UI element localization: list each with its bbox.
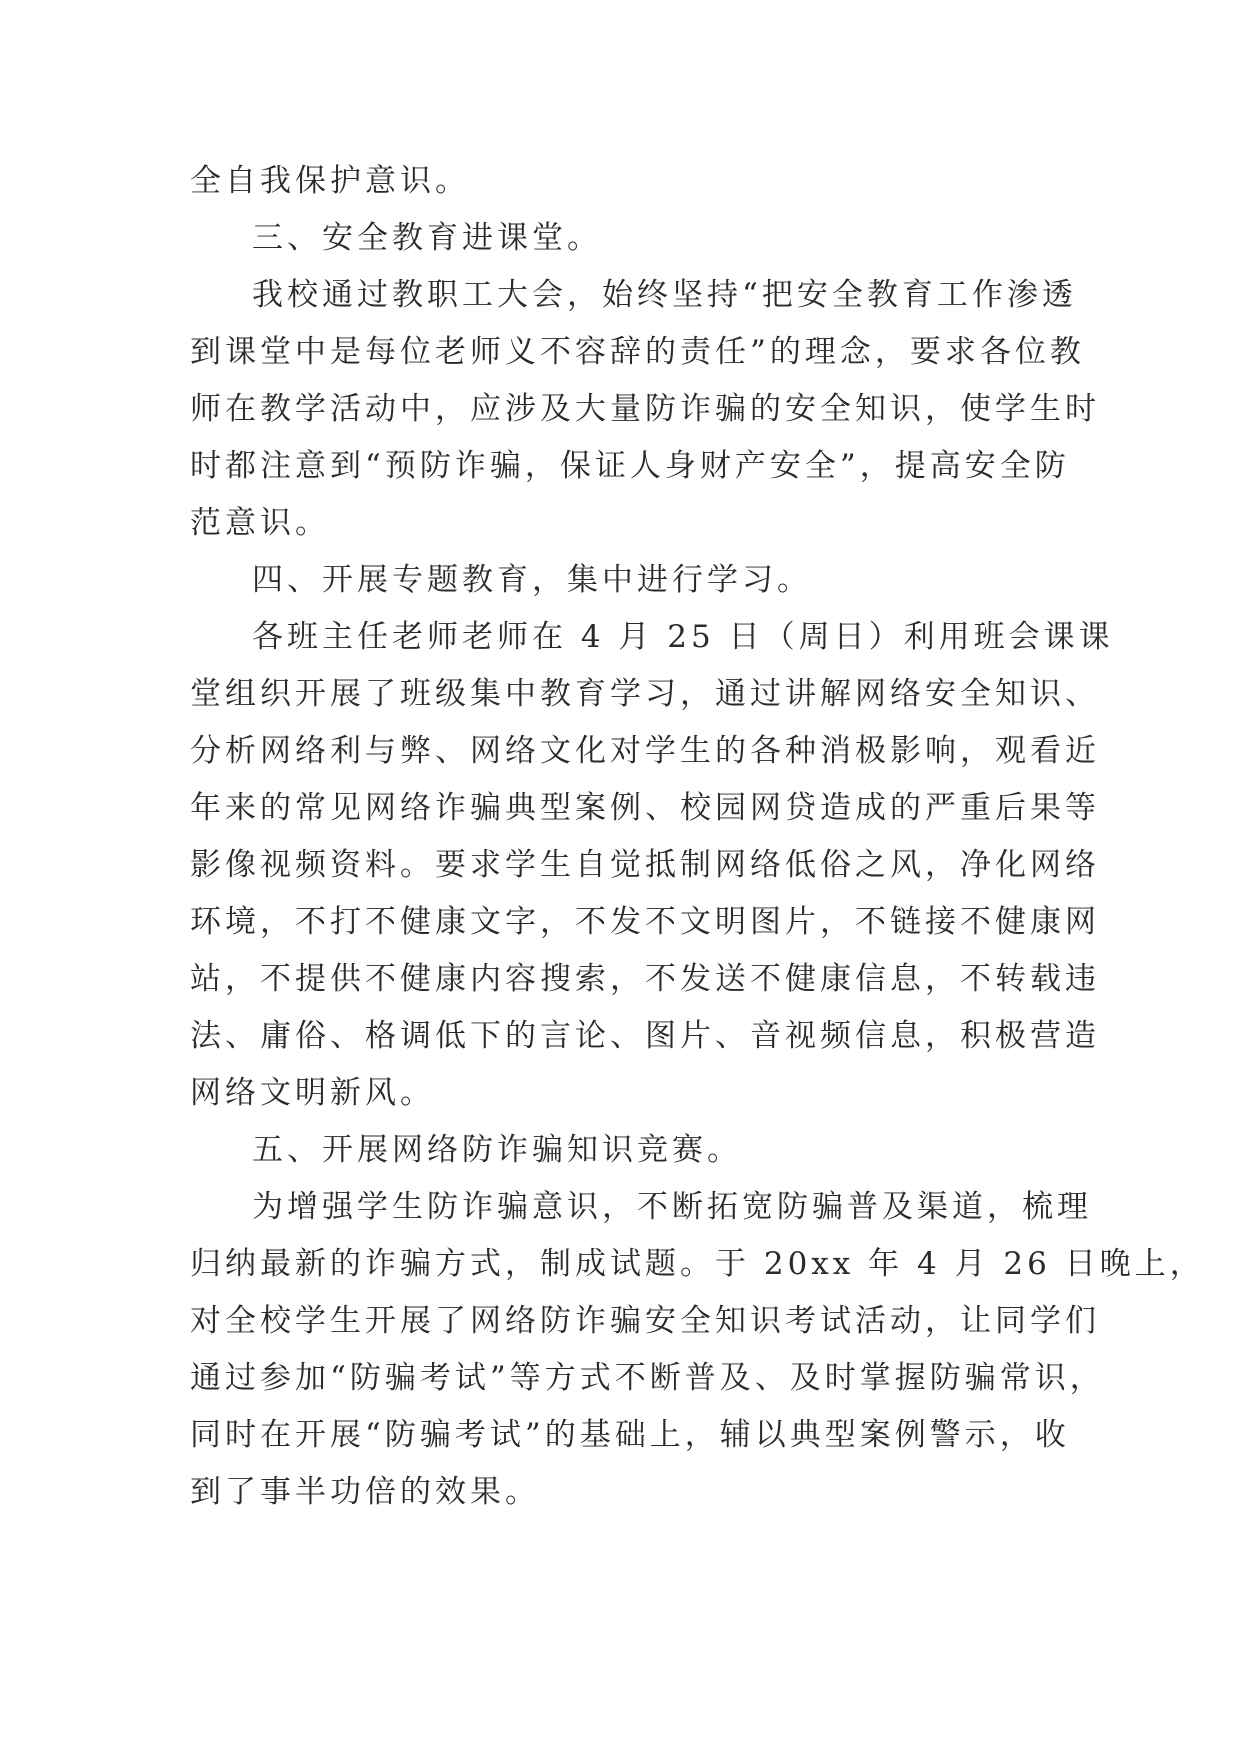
text-line: 归纳最新的诈骗方式，制成试题。于 20xx 年 4 月 26 日晚上， <box>190 1246 1205 1282</box>
text-line: 环境，不打不健康文字，不发不文明图片，不链接不健康网 <box>190 904 1100 940</box>
section-heading-4: 四、开展专题教育，集中进行学习。 <box>252 562 812 598</box>
section-heading-5: 五、开展网络防诈骗知识竞赛。 <box>252 1132 742 1168</box>
text-line: 全自我保护意识。 <box>190 163 470 199</box>
document-body <box>190 153 1205 1521</box>
text-line: 我校通过教职工大会，始终坚持“把安全教育工作渗透 <box>252 277 1077 313</box>
text-line: 为增强学生防诈骗意识，不断拓宽防骗普及渠道，梳理 <box>252 1189 1092 1225</box>
text-line: 站，不提供不健康内容搜索，不发送不健康信息，不转载违 <box>190 961 1100 997</box>
text-line: 网络文明新风。 <box>190 1075 435 1111</box>
text-line: 年来的常见网络诈骗典型案例、校园网贷造成的严重后果等 <box>190 790 1100 826</box>
text-line: 对全校学生开展了网络防诈骗安全知识考试活动，让同学们 <box>190 1303 1100 1339</box>
section-heading-3: 三、安全教育进课堂。 <box>252 220 602 256</box>
text-line: 时都注意到“预防诈骗，保证人身财产安全”，提高安全防 <box>190 448 1070 484</box>
text-line: 师在教学活动中，应涉及大量防诈骗的安全知识，使学生时 <box>190 391 1100 427</box>
text-line: 到了事半功倍的效果。 <box>190 1474 540 1510</box>
text-line: 范意识。 <box>190 505 330 541</box>
text-line: 堂组织开展了班级集中教育学习，通过讲解网络安全知识、 <box>190 676 1100 712</box>
text-line: 分析网络利与弊、网络文化对学生的各种消极影响，观看近 <box>190 733 1100 769</box>
text-line: 通过参加“防骗考试”等方式不断普及、及时掌握防骗常识， <box>190 1360 1105 1396</box>
text-line: 影像视频资料。要求学生自觉抵制网络低俗之风，净化网络 <box>190 847 1100 883</box>
text-line: 各班主任老师老师在 4 月 25 日（周日）利用班会课课 <box>252 619 1114 655</box>
text-line: 法、庸俗、格调低下的言论、图片、音视频信息，积极营造 <box>190 1018 1100 1054</box>
text-line: 同时在开展“防骗考试”的基础上，辅以典型案例警示，收 <box>190 1417 1070 1453</box>
text-line: 到课堂中是每位老师义不容辞的责任”的理念，要求各位教 <box>190 334 1085 370</box>
